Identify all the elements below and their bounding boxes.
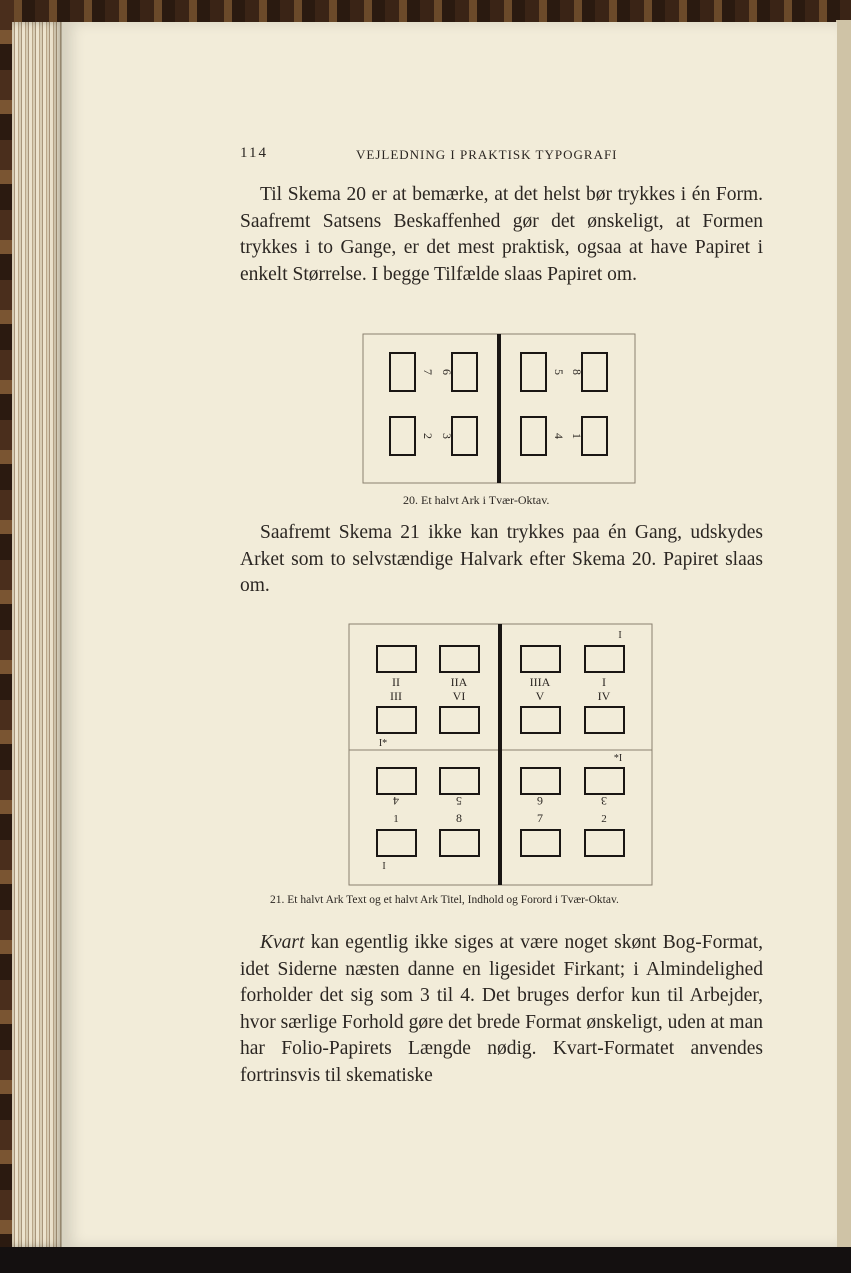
fig21-page-box xyxy=(377,646,416,672)
figure-20-diagram xyxy=(362,333,637,485)
fig21-page-box xyxy=(440,830,479,856)
fig20-label: 3 xyxy=(440,433,454,439)
fig21-page-box xyxy=(585,646,624,672)
fig21-label: 6 xyxy=(537,794,543,808)
fig21-page-box xyxy=(440,707,479,733)
running-title: VEJLEDNING I PRAKTISK TYPOGRAFI xyxy=(356,147,618,162)
fig21-page-box xyxy=(440,646,479,672)
fig21-page-box xyxy=(585,768,624,794)
fig21-label: 1 xyxy=(393,813,399,825)
fig20-page-box xyxy=(390,353,415,391)
fig21-page-box xyxy=(440,768,479,794)
italic-word: Kvart xyxy=(260,932,305,953)
paragraph-2: Saafremt Skema 21 ikke kan trykkes paa én Gang, udskydes Arket som to selvstændige Halvark efter Skema 20. Papiret slaas om. xyxy=(240,522,763,596)
fig21-page-box xyxy=(585,707,624,733)
fig20-label: 7 xyxy=(421,369,435,375)
figure-21-caption: 21. Et halvt Ark Text og et halvt Ark Titel, Indhold og Forord i Tvær-Oktav. xyxy=(270,894,619,906)
fig21-label: II xyxy=(392,675,400,689)
fig21-mark: I xyxy=(618,630,622,641)
fig21-page-box xyxy=(521,646,560,672)
fig20-label: 6 xyxy=(440,369,454,375)
fig21-page-box xyxy=(585,830,624,856)
fig20-label: 2 xyxy=(421,433,435,439)
fig21-mark: *I xyxy=(613,753,623,764)
paragraph-1: Til Skema 20 er at bemærke, at det helst bør trykkes i én Form. Saafremt Satsens Beskaffenhed gør det ønskeligt, at Formen trykkes i to Gange, er det mest praktisk, ogsaa at have Papiret i enkelt Størrelse. I begge Tilfælde slaas Papiret om. xyxy=(240,184,763,285)
fig21-label: V xyxy=(535,689,545,703)
fig20-page-box xyxy=(582,353,607,391)
paragraph-3: Kvart kan egentlig ikke siges at være noget skønt Bog-Format, idet Siderne næsten danne en ligesidet Firkant; i Almindelighed forholder det sig som 3 til 4. Det bruges derfor kun til Arbejder, hvor særlige Forhold gøre det brede Format ønskeligt, uden at man har Folio-Papirets Længde nødig. Kvart-Formatet anvendes fortrinsvis til skematiske xyxy=(240,932,763,1086)
fig21-label: 5 xyxy=(456,794,462,808)
fig21-label: VI xyxy=(452,689,466,703)
fig21-page-box xyxy=(521,707,560,733)
fig21-label: 2 xyxy=(601,813,607,825)
fig20-label: 5 xyxy=(552,369,566,375)
fig21-label: IV xyxy=(597,689,611,703)
fig20-page-box xyxy=(582,417,607,455)
page-number: 114 xyxy=(240,145,268,161)
fig20-label: 1 xyxy=(570,433,584,439)
fig20-page-box xyxy=(452,353,477,391)
fig21-page-box xyxy=(521,830,560,856)
fig20-label: 8 xyxy=(570,369,584,375)
page-edges xyxy=(12,22,64,1247)
fig20-page-box xyxy=(452,417,477,455)
figure-21-diagram xyxy=(348,623,654,887)
fig21-page-box xyxy=(377,830,416,856)
book-bottom xyxy=(0,1247,851,1273)
fig20-label: 4 xyxy=(552,433,566,439)
fig21-mark: I* xyxy=(378,738,388,749)
fig21-mark: I xyxy=(382,861,386,872)
fig21-label: IIIA xyxy=(529,675,551,689)
fig21-label: III xyxy=(390,689,402,703)
fig21-label: 8 xyxy=(456,811,462,825)
fig21-page-box xyxy=(521,768,560,794)
fig21-page-box xyxy=(377,768,416,794)
right-page-edge xyxy=(836,20,851,1250)
fig20-page-box xyxy=(521,353,546,391)
fig20-page-box xyxy=(390,417,415,455)
fig21-label: 3 xyxy=(601,794,607,808)
fig21-label: IIA xyxy=(450,675,468,689)
fig20-page-box xyxy=(521,417,546,455)
figure-20-caption: 20. Et halvt Ark i Tvær-Oktav. xyxy=(403,493,550,507)
fig21-label: 7 xyxy=(537,811,543,825)
fig21-page-box xyxy=(377,707,416,733)
fig21-label: 4 xyxy=(393,794,399,808)
fig21-label: I xyxy=(602,675,606,689)
